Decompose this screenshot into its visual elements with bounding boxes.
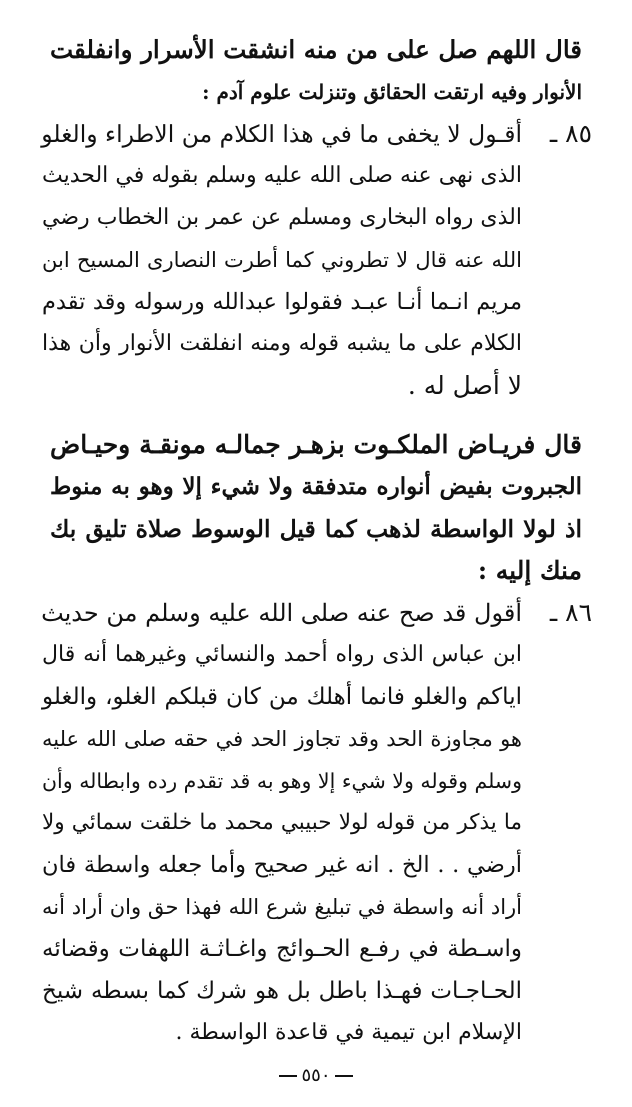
- paragraph-86-line-9: واسـطة في رفـع الحـوائج واغـاثـة اللهفات وقضائه: [42, 936, 522, 962]
- paragraph-86-line-5: وسلم وقوله ولا شيء إلا وهو به قد تقدم رده وابطاله وأن: [42, 769, 522, 793]
- paragraph-85-line-7: لا أصل له .: [407, 371, 522, 400]
- paragraph-86-line-10: الحـاجـات فهـذا باطل بل هو شرك كما بسطه شيخ: [42, 978, 522, 1004]
- heading-2-line-3: اذ لولا الواسطة لذهب كما قيل الوسوط صلاة تليق بك: [50, 515, 582, 543]
- heading-1-line-1: قال اللهم صل على من منه انشقت الأسرار وانفلقت: [50, 35, 582, 64]
- paragraph-85-number: ٨٥ ـ: [549, 119, 592, 148]
- paragraph-86-line-3: اياكم والغلو فانما أهلك من كان قبلكم الغلو، والغلو: [42, 684, 522, 710]
- paragraph-86-line-8: أراد أنه واسطة في تبليغ شرع الله فهذا حق وان أراد أنه: [42, 895, 522, 919]
- heading-1-line-2: الأنوار وفيه ارتقت الحقائق وتنزلت علوم آدم :: [202, 80, 582, 104]
- paragraph-86-line-11: الإسلام ابن تيمية في قاعدة الواسطة .: [175, 1020, 522, 1045]
- heading-2-line-4: منك إليه :: [477, 556, 582, 585]
- paragraph-85-line-1: أقـول لا يخفى ما في هذا الكلام من الاطراء والغلو: [41, 120, 522, 148]
- paragraph-85-line-4: الله عنه قال لا تطروني كما أطرت النصارى المسيح ابن: [42, 248, 522, 272]
- footer-rule-right: [335, 1075, 353, 1077]
- heading-2-line-1: قال فريـاض الملكـوت بزهـر جمالـه مونقـة وحيـاض: [50, 430, 582, 459]
- paragraph-85-line-5: مريم انـما أنـا عبـد فقولوا عبدالله ورسوله وقد تقدم: [42, 289, 522, 315]
- footer-rule-left: [279, 1075, 297, 1077]
- paragraph-86-line-6: ما يذكر من قوله لولا حبيبي محمد ما خلقت سمائي ولا: [42, 810, 522, 835]
- page-number: ٥٥٠: [301, 1065, 331, 1086]
- paragraph-86-line-1: أقول قد صح عنه صلى الله عليه وسلم من حديث: [41, 599, 522, 627]
- paragraph-86-line-7: أرضي . . الخ . انه غير صحيح وأما جعله واسطة فان: [42, 852, 522, 878]
- page-footer: [0, 1062, 632, 1090]
- paragraph-86-line-2: ابن عباس الذى رواه أحمد والنسائي وغيرهما أنه قال: [42, 642, 522, 667]
- paragraph-85-line-2: الذى نهى عنه صلى الله عليه وسلم بقوله في الحديث: [42, 163, 522, 188]
- heading-2-line-2: الجبروت بفيض أنواره متدفقة ولا شيء إلا وهو به منوط: [50, 473, 582, 500]
- paragraph-86-number: ٨٦ ـ: [549, 598, 592, 627]
- paragraph-85-line-3: الذى رواه البخارى ومسلم عن عمر بن الخطاب رضي: [42, 205, 522, 230]
- paragraph-85-line-6: الكلام على ما يشبه قوله ومنه انفلقت الأنوار وأن هذا: [42, 331, 522, 356]
- paragraph-86-line-4: هو مجاوزة الحد وقد تجاوز الحد في حقه صلى الله عليه: [42, 727, 522, 751]
